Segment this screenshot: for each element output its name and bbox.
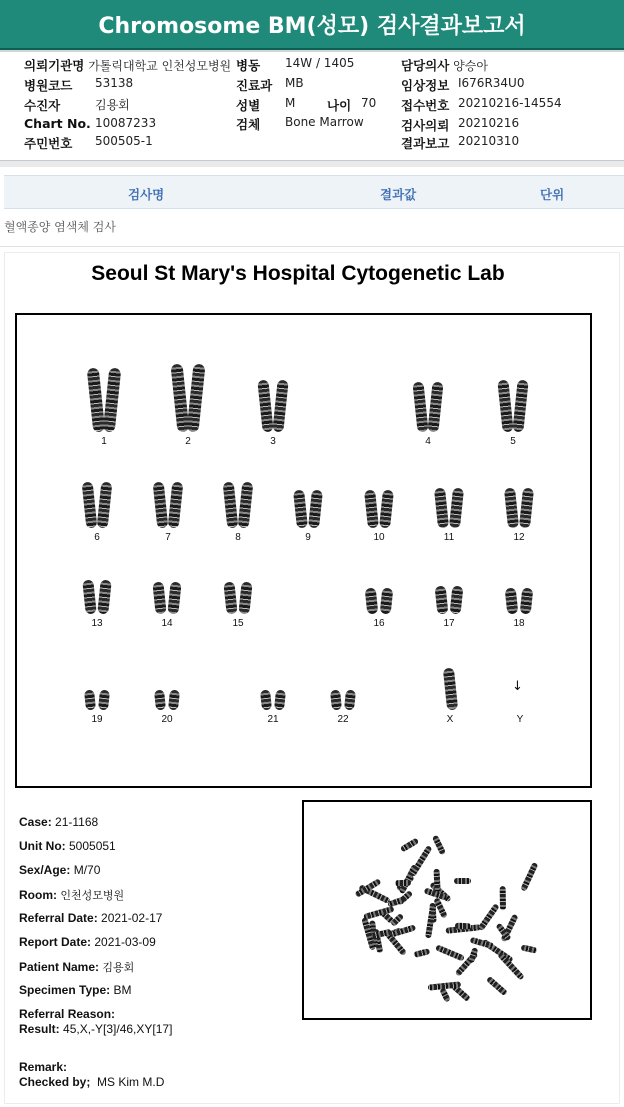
chromosome-19-1 (84, 690, 96, 711)
chart-value: 10087233 (95, 116, 157, 130)
dept-label: 진료과 (236, 78, 273, 93)
unit-label: Unit No: (19, 839, 66, 853)
hospital-label: 의뢰기관명 (24, 58, 85, 73)
case-label: Case: (19, 815, 52, 829)
id-label: 주민번호 (24, 136, 73, 151)
col-unit: 단위 (540, 187, 565, 202)
lab-title: Seoul St Mary's Hospital Cytogenetic Lab (91, 262, 505, 285)
sex-value: M (285, 96, 296, 110)
specimen-label: 검체 (236, 117, 261, 132)
remark-label: Remark: (19, 1060, 68, 1074)
y-missing-marker: ↓ (512, 679, 523, 694)
metaphase-chromosome (432, 835, 446, 856)
clinical-label: 임상정보 (401, 78, 450, 93)
metaphase-chromosome (500, 887, 506, 911)
col-result: 결과값 (380, 187, 417, 202)
chromosome-label-17: 17 (443, 618, 455, 629)
chromosome-label-16: 16 (373, 618, 385, 629)
receipt-label: 접수번호 (401, 98, 450, 113)
sex-label: 성별 (236, 98, 261, 113)
metaphase-chromosome (389, 912, 403, 926)
metaphase-chromosome (486, 976, 508, 996)
metaphase-chromosome (435, 945, 465, 962)
chromosome-label-7: 7 (165, 532, 171, 543)
checked-value: MS Kim M.D (97, 1075, 165, 1089)
metaphase-chromosome (409, 845, 432, 877)
chromosome-22-1 (330, 690, 342, 711)
report-date-value: 2021-03-09 (94, 935, 156, 949)
patient-label: 수진자 (24, 98, 61, 113)
report-date-label: Report Date: (19, 935, 92, 949)
patient-name-value: 김용회 (102, 962, 135, 974)
checked-row (19, 1075, 164, 1089)
chromosome-label-2: 2 (185, 436, 191, 447)
sexage-row (19, 863, 100, 877)
report-date-row (19, 935, 156, 949)
result-value: 45,X,-Y[3]/46,XY[17] (63, 1022, 173, 1036)
clinical-value: I676R34U0 (458, 76, 525, 90)
hospital-value: 가톨릭대학교 인천성모병원 (88, 59, 232, 73)
metaphase-spread-image (302, 800, 592, 1020)
sexage-label: Sex/Age: (19, 863, 71, 877)
doctor-row (401, 56, 488, 74)
request-value: 20210216 (458, 116, 520, 130)
receipt-value: 20210216-14554 (458, 96, 562, 110)
chromosome-label-11: 11 (443, 532, 455, 543)
unit-row (19, 839, 116, 853)
referral-reason-label: Referral Reason: (19, 1007, 116, 1021)
metaphase-chromosome (454, 878, 472, 884)
referral-date-row (19, 911, 162, 925)
doctor-value: 양승아 (453, 59, 488, 73)
metaphase-chromosome (520, 945, 537, 954)
metaphase-chromosome (439, 987, 451, 1002)
ward-value: 14W / 1405 (285, 56, 355, 70)
code-value: 53138 (95, 76, 134, 90)
chromosome-label-13: 13 (91, 618, 103, 629)
chromosome-label-10: 10 (373, 532, 385, 543)
patient-value: 김용회 (95, 98, 130, 112)
chromosome-20-1 (154, 690, 166, 711)
case-row (19, 815, 98, 829)
metaphase-chromosome (395, 880, 411, 887)
chromosome-label-4: 4 (425, 436, 431, 447)
age-label: 나이 (327, 98, 352, 113)
code-row (24, 76, 72, 94)
row-divider (0, 246, 624, 247)
request-label: 검사의뢰 (401, 118, 450, 133)
metaphase-chromosome (520, 862, 538, 892)
chromosome-label-18: 18 (513, 618, 525, 629)
chromosome-21-1 (260, 690, 272, 711)
room-label: Room: (19, 888, 57, 902)
metaphase-chromosome (399, 837, 418, 852)
chromosome-label-1: 1 (101, 436, 107, 447)
age-value: 70 (361, 96, 377, 110)
section-divider (0, 160, 624, 167)
chromosome-label-21: 21 (267, 714, 279, 725)
case-value: 21-1168 (55, 815, 99, 829)
chromosome-label-15: 15 (232, 618, 244, 629)
report-label: 결과보고 (401, 136, 450, 151)
chromosome-label-12: 12 (513, 532, 525, 543)
patient-name-label: Patient Name: (19, 960, 100, 974)
checked-label: Checked by; (19, 1075, 91, 1089)
chromosome-label-20: 20 (161, 714, 173, 725)
report-value: 20210310 (458, 134, 520, 148)
chromosome-label-14: 14 (161, 618, 173, 629)
unit-value: 5005051 (69, 839, 116, 853)
metaphase-chromosome (414, 948, 431, 958)
metaphase-chromosomes (344, 814, 564, 1009)
sexage-value: M/70 (73, 863, 101, 877)
chromosome-label-X: X (446, 714, 454, 725)
chromosome-label-9: 9 (305, 532, 311, 543)
dept-value: MB (285, 76, 304, 90)
result-label: Result: (19, 1022, 60, 1036)
chromosome-label-22: 22 (337, 714, 349, 725)
chromosome-label-5: 5 (510, 436, 516, 447)
result-row (19, 1022, 172, 1036)
room-row (19, 887, 124, 903)
room-value: 인천성모병원 (60, 890, 125, 902)
chromosome-label-3: 3 (270, 436, 276, 447)
remark-row (19, 1060, 67, 1074)
hospital-row (24, 56, 231, 74)
chromosome-label-6: 6 (94, 532, 100, 543)
test-name-cell: 혈액종양 염색체 검사 (4, 220, 116, 234)
result-table-header (4, 175, 624, 209)
report-title: Chromosome BM(성모) 검사결과보고서 (0, 0, 624, 50)
doctor-label: 담당의사 (401, 58, 450, 73)
ward-row (236, 56, 260, 74)
patient-name-row (19, 959, 134, 975)
chromosome-label-8: 8 (235, 532, 241, 543)
referral-date-label: Referral Date: (19, 911, 98, 925)
specimen-value: Bone Marrow (285, 115, 364, 129)
referral-reason-row (19, 1007, 115, 1021)
title-divider (0, 50, 624, 52)
col-test-name: 검사명 (128, 187, 165, 202)
referral-date-value: 2021-02-17 (101, 911, 163, 925)
code-label: 병원코드 (24, 78, 73, 93)
id-value: 500505-1 (95, 134, 153, 148)
chromosome-label-19: 19 (91, 714, 103, 725)
metaphase-chromosome (389, 925, 415, 938)
specimen-type-label: Specimen Type: (19, 983, 111, 997)
ward-label: 병동 (236, 58, 261, 73)
chart-label: Chart No. (24, 116, 91, 131)
chromosome-label-Y: Y (516, 714, 524, 725)
specimen-type-value: BM (113, 983, 132, 997)
specimen-type-row (19, 983, 131, 997)
